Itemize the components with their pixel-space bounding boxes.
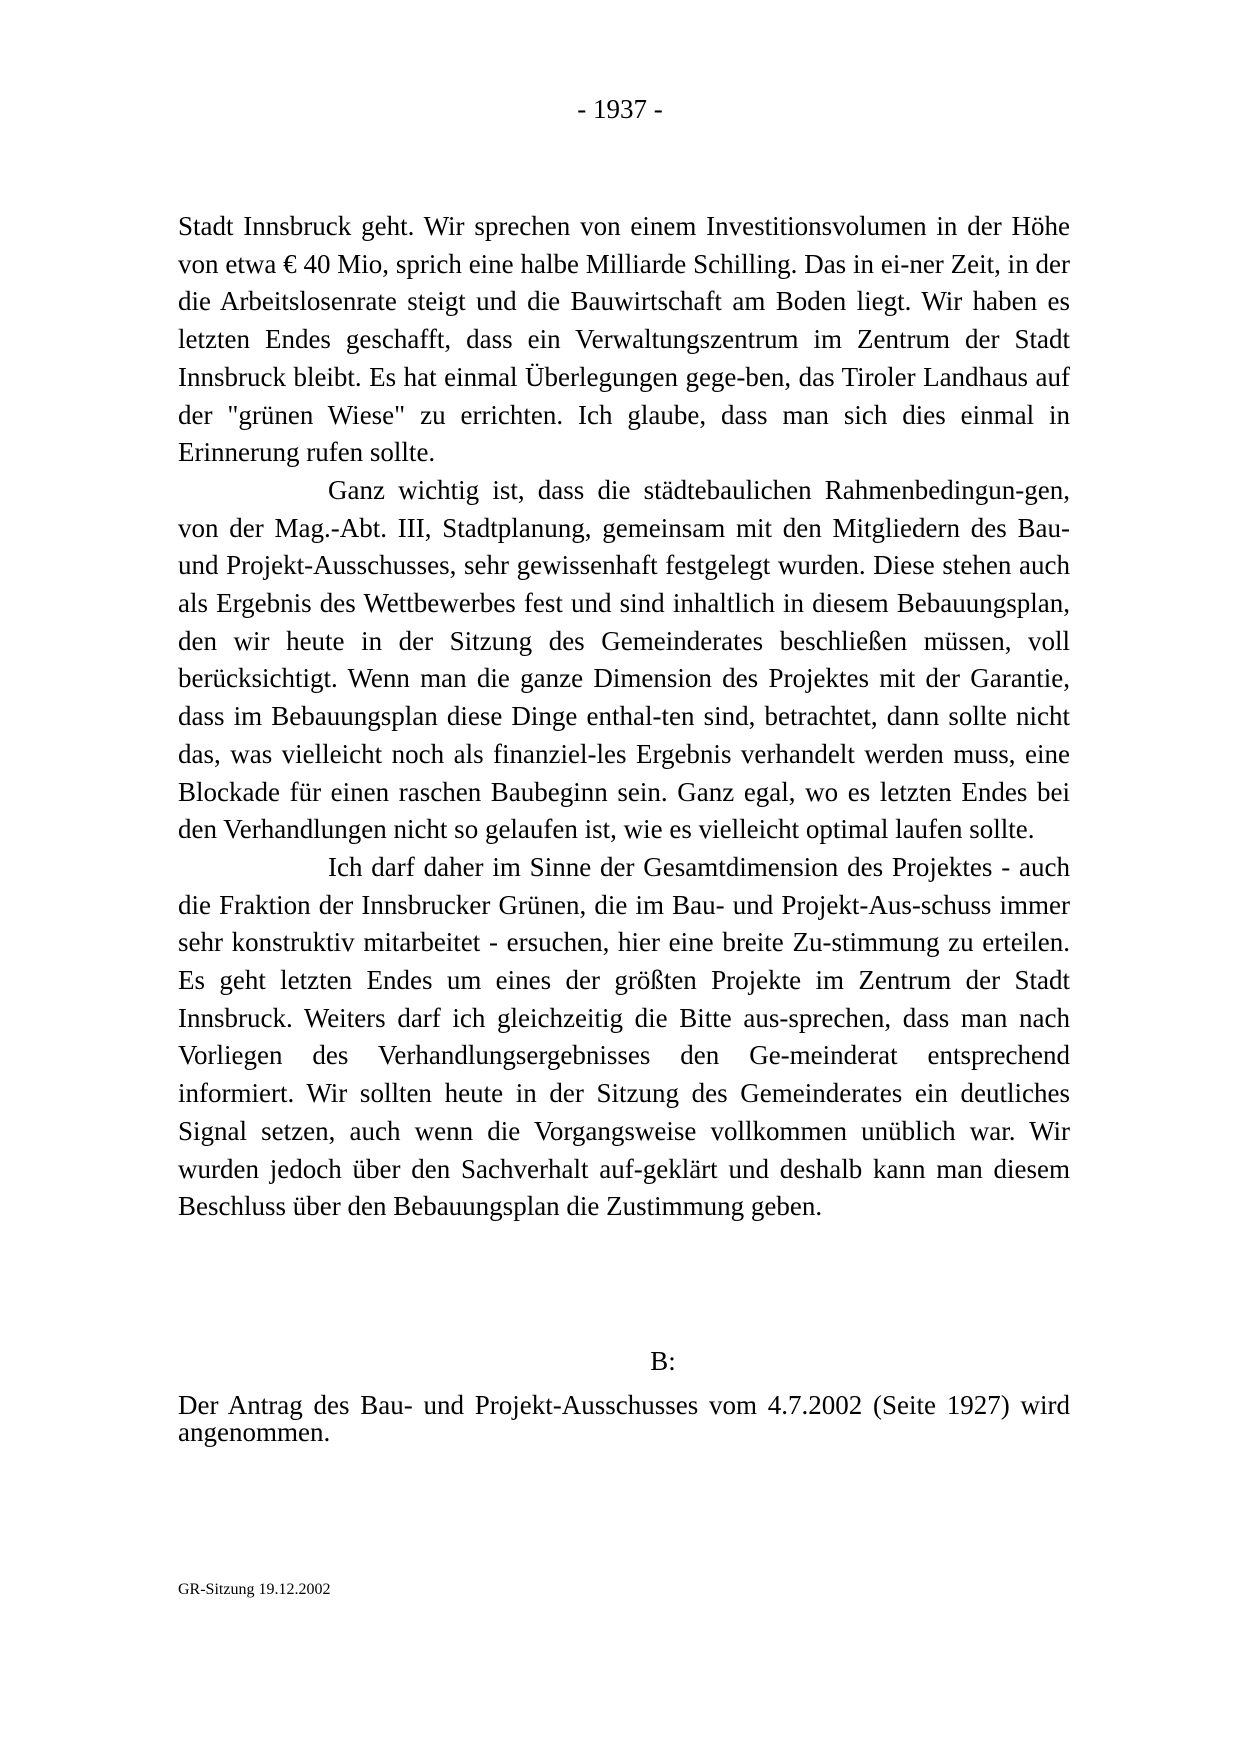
paragraph-3: Ich darf daher im Sinne der Gesamtdimension des Projektes - auch die Fraktion der Innsbrucker Grünen, die im Bau- und Projekt-Aus-schuss immer sehr konstruktiv mitarbeitet - ersuchen, hier eine breite Zu-stimmung zu erteilen. Es geht letzten Endes um eines der größten Projekte im Zentrum der Stadt Innsbruck. Weiters darf ich gleichzeitig die Bitte aus-sprechen, dass man nach Vorliegen des Verhandlungsergebnisses den Ge-meinderat entsprechend informiert. Wir sollten heute in der Sitzung des Gemeinderates ein deutliches Signal setzen, auch wenn die Vorgangsweise vollkommen unüblich war. Wir wurden jedoch über den Sachverhalt auf-geklärt und deshalb kann man diesem Beschluss über den Bebauungsplan die Zustimmung geben. [178, 851, 1070, 1222]
page-number: - 1937 - [577, 94, 663, 124]
body-text [178, 208, 1070, 1226]
paragraph-2: Ganz wichtig ist, dass die städtebaulichen Rahmenbedingun-gen, von der Mag.-Abt. III, Stadtplanung, gemeinsam mit den Mitgliedern des Bau- und Projekt-Ausschusses, sehr gewissenhaft festgelegt wurden. Diese stehen auch als Ergebnis des Wettbewerbes fest und sind inhaltlich in diesem Bebauungsplan, den wir heute in der Sitzung des Gemeinderates beschließen müssen, voll berücksichtigt. Wenn man die ganze Dimension des Projektes mit der Garantie, dass im Bebauungsplan diese Dinge enthal-ten sind, betrachtet, dann sollte nicht das, was vielleicht noch als finanziel-les Ergebnis verhandelt werden muss, eine Blockade für einen raschen Baubeginn sein. Ganz egal, wo es letzten Endes bei den Verhandlungen nicht so gelaufen ist, wie es vielleicht optimal laufen sollte. [178, 474, 1070, 845]
resolution-text: Der Antrag des Bau- und Projekt-Ausschusses vom 4.7.2002 (Seite 1927) wird angenommen. [178, 1390, 1070, 1447]
footer-session-date: GR-Sitzung 19.12.2002 [178, 1581, 331, 1598]
section-label: B: [650, 1346, 676, 1376]
paragraph-1: Stadt Innsbruck geht. Wir sprechen von einem Investitionsvolumen in der Höhe von etwa € 40 Mio, sprich eine halbe Milliarde Schilling. Das in ei-ner Zeit, in der die Arbeitslosenrate steigt und die Bauwirtschaft am Boden liegt. Wir haben es letzten Endes geschafft, dass ein Verwaltungszentrum im Zentrum der Stadt Innsbruck bleibt. Es hat einmal Überlegungen gege-ben, das Tiroler Landhaus auf der "grünen Wiese" zu errichten. Ich glaube, dass man sich dies einmal in Erinnerung rufen sollte. [178, 211, 1070, 468]
